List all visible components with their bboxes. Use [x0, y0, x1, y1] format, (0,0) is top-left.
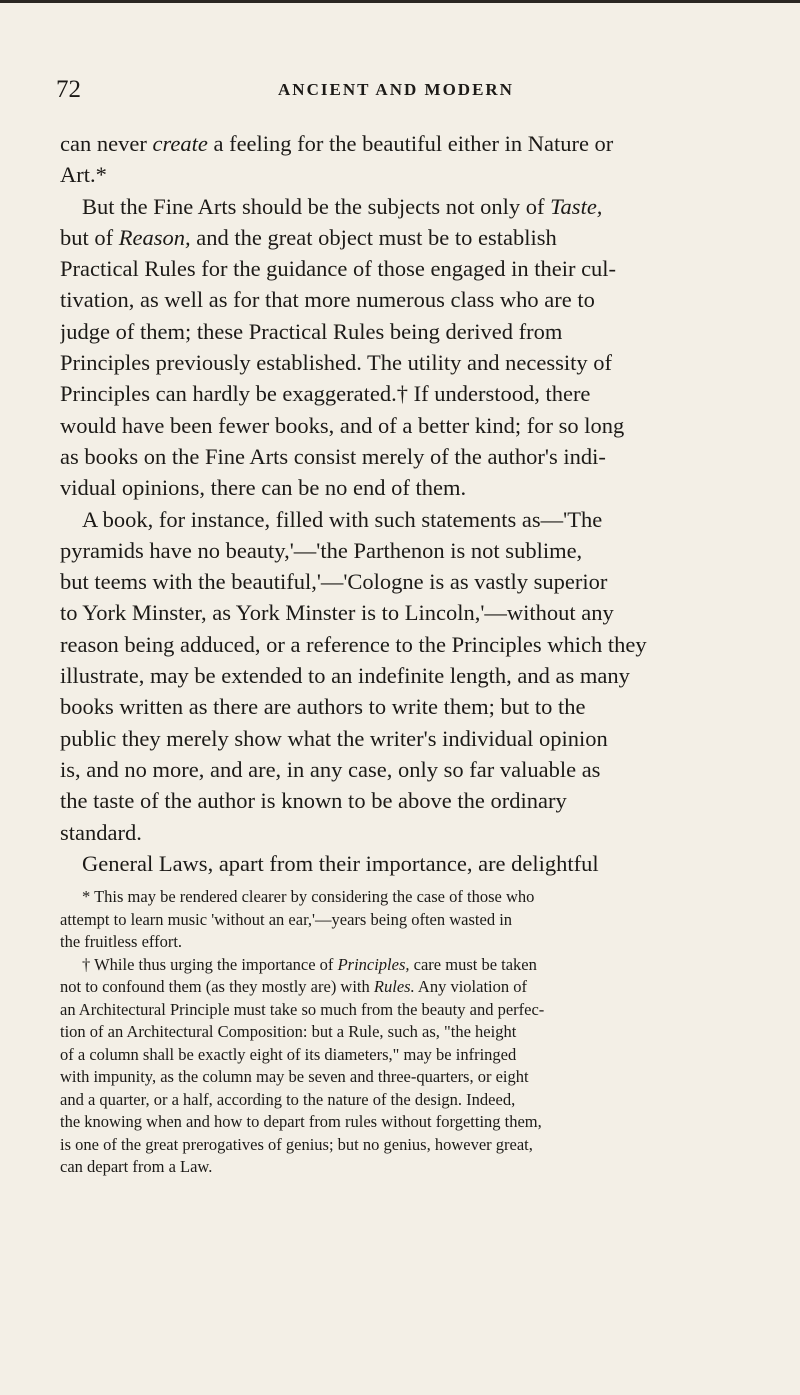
text-line: A book, for instance, filled with such statements as—'The [82, 506, 603, 532]
text-line: judge of them; these Practical Rules being derived from [60, 318, 563, 344]
footnote-line: tion of an Architectural Composition: but a Rule, such as, "the height [60, 1022, 517, 1041]
footnote-line: is one of the great prerogatives of genius; but no genius, however great, [60, 1134, 533, 1154]
text-line: General Laws, apart from their importance, are delightful [82, 850, 599, 876]
text-line: Principles previously established. The utility and necessity of [60, 350, 612, 376]
footnote-line: † While thus urging the importance of Principles, care must be taken [82, 954, 537, 974]
text-line: but of Reason, and the great object must be to establish [60, 224, 557, 250]
text-line: vidual opinions, there can be no end of them. [60, 475, 467, 501]
text-line: standard. [60, 819, 142, 845]
text-line: would have been fewer books, and of a better kind; for so long [60, 412, 625, 438]
text-line: the taste of the author is known to be above the ordinary [60, 788, 567, 814]
text-line: books written as there are authors to write them; but to the [60, 694, 586, 720]
footnote-line: the knowing when and how to depart from rules without forgetting them, [60, 1112, 542, 1131]
footnotes [60, 886, 780, 1179]
text-line: as books on the Fine Arts consist merely of the author's indi- [60, 443, 606, 469]
text-line: But the Fine Arts should be the subjects not only of Taste, [82, 193, 603, 219]
footnote-line: can depart from a Law. [60, 1157, 213, 1176]
footnote-line: and a quarter, or a half, according to the nature of the design. Indeed, [60, 1089, 516, 1109]
page-top-rule [0, 0, 800, 3]
text-line: Art.* [60, 162, 107, 188]
footnote-line: with impunity, as the column may be seven and three-quarters, or eight [60, 1067, 529, 1086]
text-line: Practical Rules for the guidance of those engaged in their cul- [60, 256, 617, 282]
footnote-line: * This may be rendered clearer by considering the case of those who [82, 887, 535, 906]
text-line: illustrate, may be extended to an indefinite length, and as many [60, 663, 630, 689]
text-line: pyramids have no beauty,'—'the Parthenon is not sublime, [60, 537, 583, 563]
footnote-line: not to confound them (as they mostly are) with Rules. Any violation of [60, 977, 527, 996]
text-line: can never create a feeling for the beautiful either in Nature or [60, 131, 614, 156]
text-line: but teems with the beautiful,'—'Cologne is as vastly superior [60, 569, 608, 595]
footnote-line: an Architectural Principle must take so much from the beauty and perfec- [60, 999, 545, 1019]
text-line: reason being adduced, or a reference to the Principles which they [60, 631, 647, 657]
footnote-line: attempt to learn music 'without an ear,'—years being often wasted in [60, 909, 513, 929]
footnote-line: of a column shall be exactly eight of its diameters," may be infringed [60, 1044, 517, 1064]
text-line: Principles can hardly be exaggerated.† If understood, there [60, 381, 591, 407]
page-number: 72 [56, 76, 81, 103]
text-line: is, and no more, and are, in any case, only so far valuable as [60, 756, 601, 782]
body-text [60, 128, 780, 879]
running-head: ANCIENT AND MODERN [278, 80, 514, 99]
footnote-line: the fruitless effort. [60, 932, 183, 951]
text-line: public they merely show what the writer's individual opinion [60, 725, 608, 751]
page-header [56, 77, 736, 103]
text-line: to York Minster, as York Minster is to Lincoln,'—without any [60, 600, 614, 626]
text-line: tivation, as well as for that more numerous class who are to [60, 287, 595, 313]
